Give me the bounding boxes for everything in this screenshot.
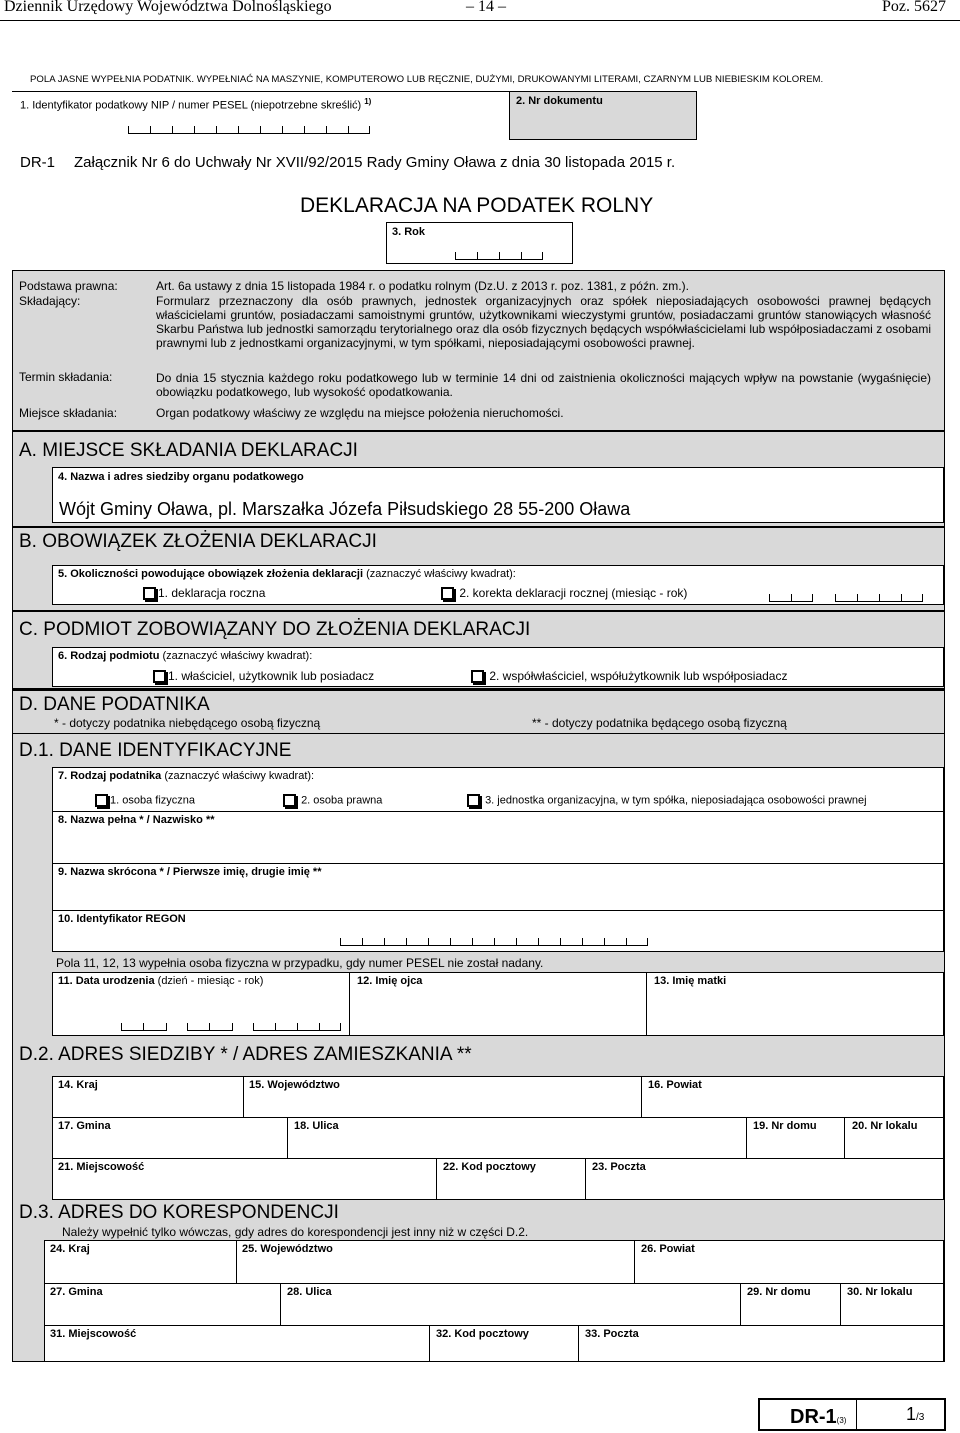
field-taxpayer-type — [52, 767, 944, 812]
field-10-label: 10. Identyfikator REGON — [58, 913, 186, 925]
field-20-label: 20. Nr lokalu — [852, 1120, 918, 1132]
option-owner-label: 1. właściciel, użytkownik lub posiadacz — [168, 669, 375, 683]
field-9-label: 9. Nazwa skrócona * / Pierwsze imię, drugie imię ** — [58, 866, 322, 878]
field-14-label: 14. Kraj — [58, 1079, 98, 1091]
checkbox-annual[interactable] — [143, 587, 156, 600]
pesel-info: Pola 11, 12, 13 wypełnia osoba fizyczna w przypadku, gdy numer PESEL nie został nadany. — [56, 956, 544, 970]
option-legal-person-label: 2. osoba prawna — [301, 794, 383, 807]
field-5-note: (zaznaczyć właściwy kwadrat): — [366, 568, 516, 580]
corr-field-house-number[interactable] — [740, 1283, 841, 1326]
checkbox-natural-person[interactable] — [95, 794, 108, 807]
field-county[interactable] — [641, 1076, 944, 1118]
checkbox-co-owner[interactable] — [471, 670, 484, 683]
corr-field-apartment-number[interactable] — [840, 1283, 944, 1326]
option-organizational-unit[interactable] — [467, 794, 867, 807]
field-16-label: 16. Powiat — [648, 1079, 702, 1091]
field-12-label: 12. Imię ojca — [357, 975, 423, 987]
field-2-label: 2. Nr dokumentu — [516, 95, 603, 107]
option-correction[interactable] — [441, 586, 687, 600]
filer-text: Formularz przeznaczony dla osób prawnych, jednostek organizacyjnych oraz spółek nieposiadających osobowości prawnej będących właścicielami gruntów, posiadaczami samoistnymi gruntów, użytkownikami wieczystymi gruntów, posiadaczami gruntów stanowiących własność Skarbu Państwa lub jednostki samorządu terytorialnego oraz dla osób fizycznych będących współwłaścicielami lub współposiadaczami z osobami prawnymi lub z jednostkami organizacyjnymi, w tym spółkami, nieposiadającymi osobowości prawnej. — [156, 294, 931, 350]
option-owner[interactable] — [153, 669, 374, 683]
nip-digit-ticks — [128, 126, 370, 134]
regon-digit-ticks — [340, 938, 648, 946]
option-annual-label: 1. deklaracja roczna — [158, 586, 266, 600]
footer-form-code — [758, 1398, 946, 1431]
footer-version: (3) — [836, 1416, 847, 1425]
field-11-note: (dzień - miesiąc - rok) — [157, 975, 264, 987]
place-text: Organ podatkowy właściwy ze względu na miejsce położenia nieruchomości. — [156, 406, 564, 420]
field-year[interactable] — [386, 222, 573, 264]
filer-label: Składający: — [19, 294, 81, 308]
field-city[interactable] — [52, 1158, 437, 1200]
basis-text: Art. 6a ustawy z dnia 15 listopada 1984 r. o podatku rolnym (Dz.U. z 2013 r. poz. 1381, z późn. zm.). — [156, 279, 689, 293]
field-apartment-number[interactable] — [844, 1117, 944, 1159]
field-regon[interactable] — [52, 910, 944, 952]
option-correction-label: 2. korekta deklaracji rocznej (miesiąc - rok) — [459, 586, 688, 600]
checkbox-owner[interactable] — [153, 670, 166, 683]
section-d-note-natural: ** - dotyczy podatnika będącego osobą fizyczną — [532, 716, 787, 730]
field-3-label: 3. Rok — [392, 226, 426, 238]
field-25-label: 25. Województwo — [242, 1243, 333, 1255]
field-birth-date[interactable] — [52, 972, 350, 1036]
field-1-label: 1. Identyfikator podatkowy NIP / numer PESEL — [20, 99, 248, 112]
corr-field-county[interactable] — [634, 1240, 944, 1284]
field-1-note: (niepotrzebne skreślić) — [250, 99, 362, 112]
field-6-label: 6. Rodzaj podmiotu — [58, 650, 160, 662]
birth-day-ticks — [121, 1023, 167, 1031]
fill-instructions: POLA JASNE WYPEŁNIA PODATNIK. WYPEŁNIAĆ NA MASZYNIE, KOMPUTEROWO LUB RĘCZNIE, DUŻYMI, DRUKOWANYMI LITERAMI, CZARNYM LUB NIEBIESKIM KOLOREM. — [30, 74, 824, 85]
section-d3-title: D.3. ADRES DO KORESPONDENCJI — [19, 1202, 339, 1223]
page-number: – 14 – — [466, 0, 506, 15]
annex-text: Załącznik Nr 6 do Uchwały Nr XVII/92/2015 Rady Gminy Oława z dnia 30 listopada 2015 r. — [74, 154, 676, 171]
field-23-label: 23. Poczta — [592, 1161, 646, 1173]
annex-code: DR-1 — [20, 154, 56, 171]
field-13-label: 13. Imię matki — [654, 975, 727, 987]
section-c-title: C. PODMIOT ZOBOWIĄZANY DO ZŁOŻENIA DEKLARACJI — [19, 619, 531, 640]
header-rule — [0, 20, 960, 21]
field-17-label: 17. Gmina — [58, 1120, 111, 1132]
checkbox-correction[interactable] — [441, 587, 454, 600]
field-nip-pesel[interactable] — [12, 91, 509, 140]
deadline-label: Termin składania: — [19, 370, 113, 384]
checkbox-legal-person[interactable] — [283, 794, 296, 807]
form-title: DEKLARACJA NA PODATEK ROLNY — [300, 194, 654, 217]
correction-month-ticks — [769, 594, 813, 602]
field-24-label: 24. Kraj — [50, 1243, 90, 1255]
footer-code: DR-1 — [790, 1406, 837, 1428]
field-30-label: 30. Nr lokalu — [847, 1286, 913, 1298]
corr-field-voivodeship[interactable] — [236, 1240, 635, 1284]
field-26-label: 26. Powiat — [641, 1243, 695, 1255]
field-29-label: 29. Nr domu — [747, 1286, 811, 1298]
field-street[interactable] — [287, 1117, 747, 1159]
field-father-name[interactable] — [349, 972, 647, 1036]
field-house-number[interactable] — [746, 1117, 845, 1159]
corr-field-street[interactable] — [280, 1283, 741, 1326]
basis-label: Podstawa prawna: — [19, 279, 118, 293]
field-full-name[interactable] — [52, 811, 944, 864]
checkbox-organizational-unit[interactable] — [467, 794, 480, 807]
field-6-note: (zaznaczyć właściwy kwadrat): — [162, 650, 313, 662]
section-a-title: A. MIEJSCE SKŁADANIA DEKLARACJI — [19, 440, 358, 461]
corr-field-post-office[interactable] — [578, 1325, 944, 1362]
field-32-label: 32. Kod pocztowy — [436, 1328, 529, 1340]
option-annual[interactable] — [143, 586, 265, 600]
field-1-sup: 1) — [364, 97, 372, 106]
field-country[interactable] — [52, 1076, 244, 1118]
option-natural-person-label: 1. osoba fizyczna — [110, 794, 195, 807]
corr-field-country[interactable] — [44, 1240, 237, 1284]
field-short-name[interactable] — [52, 863, 944, 911]
corr-field-commune[interactable] — [44, 1283, 281, 1326]
tax-office-value: Wójt Gminy Oława, pl. Marszałka Józefa Piłsudskiego 28 55-200 Oława — [59, 499, 631, 519]
year-digit-ticks — [455, 252, 543, 260]
field-entity-type — [52, 647, 944, 687]
birth-year-ticks — [253, 1023, 341, 1031]
field-33-label: 33. Poczta — [585, 1328, 639, 1340]
field-7-note: (zaznaczyć właściwy kwadrat): — [164, 770, 315, 782]
field-31-label: 31. Miejscowość — [50, 1328, 137, 1340]
section-b-title: B. OBOWIĄZEK ZŁOŻENIA DEKLARACJI — [19, 531, 377, 552]
birth-month-ticks — [187, 1023, 233, 1031]
correction-year-ticks — [835, 594, 923, 602]
field-19-label: 19. Nr domu — [753, 1120, 817, 1132]
field-21-label: 21. Miejscowość — [58, 1161, 145, 1173]
field-8-label: 8. Nazwa pełna * / Nazwisko ** — [58, 814, 215, 826]
deadline-text: Do dnia 15 stycznia każdego roku podatkowego lub w terminie 14 dni od zaistnienia okoliczności mających wpływ na powstanie (wygaśnięcie) obowiązku podatkowego, lub wysokość opodatkowania. — [156, 371, 931, 399]
gazette-title: Dziennik Urzędowy Województwa Dolnośląskiego — [4, 0, 332, 15]
position-number: Poz. 5627 — [882, 0, 946, 15]
field-7-label: 7. Rodzaj podatnika — [58, 770, 162, 782]
option-natural-person[interactable] — [95, 794, 195, 807]
field-4-label: 4. Nazwa i adres siedziby organu podatkowego — [58, 471, 304, 483]
field-tax-office[interactable] — [52, 467, 944, 523]
option-co-owner-label: 2. współwłaściciel, współużytkownik lub współposiadacz — [489, 669, 788, 683]
footer-page: 1 — [906, 1404, 917, 1424]
option-co-owner[interactable] — [471, 669, 787, 683]
field-28-label: 28. Ulica — [287, 1286, 332, 1298]
place-label: Miejsce składania: — [19, 406, 118, 420]
field-11-label: 11. Data urodzenia — [58, 975, 155, 987]
footer-total: /3 — [916, 1412, 925, 1423]
section-d-title: D. DANE PODATNIKA — [19, 694, 210, 715]
field-mother-name[interactable] — [646, 972, 944, 1036]
field-18-label: 18. Ulica — [294, 1120, 339, 1132]
option-legal-person[interactable] — [283, 794, 382, 807]
field-22-label: 22. Kod pocztowy — [443, 1161, 536, 1173]
field-post-office[interactable] — [585, 1158, 944, 1200]
field-postal-code[interactable] — [436, 1158, 586, 1200]
section-d2-title: D.2. ADRES SIEDZIBY * / ADRES ZAMIESZKANIA ** — [19, 1044, 472, 1065]
option-organizational-unit-label: 3. jednostka organizacyjna, w tym spółka, nieposiadająca osobowości prawnej — [485, 794, 867, 807]
corr-field-city[interactable] — [44, 1325, 430, 1362]
field-commune[interactable] — [52, 1117, 288, 1159]
field-5-label: 5. Okoliczności powodujące obowiązek złożenia deklaracji — [58, 568, 364, 580]
corr-field-postal-code[interactable] — [429, 1325, 579, 1362]
field-15-label: 15. Województwo — [249, 1079, 340, 1091]
section-d3-note: Należy wypełnić tylko wówczas, gdy adres do korespondencji jest inny niż w części D.2. — [62, 1225, 529, 1239]
field-voivodeship[interactable] — [243, 1076, 642, 1118]
field-27-label: 27. Gmina — [50, 1286, 103, 1298]
section-d-note-legal: * - dotyczy podatnika niebędącego osobą fizyczną — [54, 716, 321, 730]
field-obligation — [52, 565, 944, 605]
field-document-number — [509, 91, 697, 140]
section-d1-title: D.1. DANE IDENTYFIKACYJNE — [19, 740, 292, 761]
